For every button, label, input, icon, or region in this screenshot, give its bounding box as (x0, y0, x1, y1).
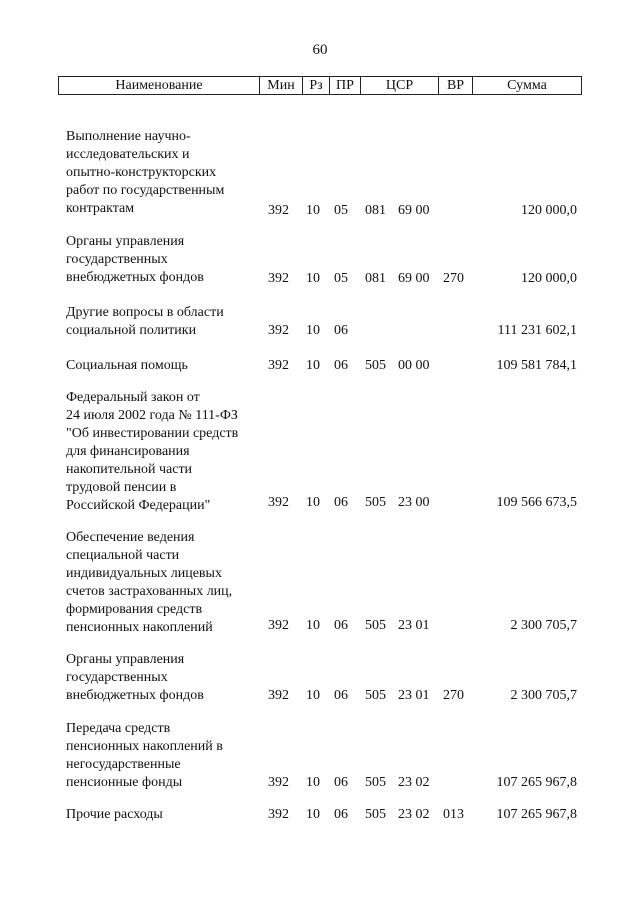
row-pr: 06 (334, 358, 348, 373)
row-pr: 06 (334, 495, 348, 510)
row-pr: 06 (334, 618, 348, 633)
row-csr-code: 505 (365, 358, 386, 373)
row-name: Социальная помощь (66, 358, 188, 373)
row-min: 392 (268, 203, 289, 218)
row-sum: 111 231 602,1 (497, 323, 577, 338)
row-name: Органы управления государственных внебюджетных фондов (66, 652, 204, 703)
header-sum: Сумма (472, 77, 581, 94)
row-rz: 10 (306, 618, 320, 633)
row-csr-sub: 69 00 (398, 203, 430, 218)
row-sum: 109 581 784,1 (496, 358, 577, 373)
row-rz: 10 (306, 323, 320, 338)
row-csr-sub: 00 00 (398, 358, 430, 373)
row-csr-sub: 23 01 (398, 618, 430, 633)
row-pr: 05 (334, 203, 348, 218)
row-csr-sub: 23 02 (398, 807, 430, 822)
row-name: Федеральный закон от 24 июля 2002 года № 111-ФЗ "Об инвестировании средств для финансирования накопительной части трудовой пенсии в Российской Федерации" (66, 390, 239, 513)
row-name: Другие вопросы в области социальной политики (66, 305, 224, 338)
row-vr: 270 (443, 271, 464, 286)
row-rz: 10 (306, 271, 320, 286)
row-csr-code: 081 (365, 203, 386, 218)
row-sum: 120 000,0 (521, 271, 577, 286)
header-rz: Рз (302, 77, 329, 94)
header-min: Мин (259, 77, 302, 94)
header-csr: ЦСР (360, 77, 438, 94)
row-min: 392 (268, 323, 289, 338)
row-name: Передача средств пенсионных накоплений в негосударственные пенсионные фонды (66, 721, 223, 790)
row-min: 392 (268, 618, 289, 633)
row-csr-code: 505 (365, 495, 386, 510)
row-csr-sub: 23 00 (398, 495, 430, 510)
header-pr: ПР (329, 77, 360, 94)
page-number: 60 (312, 42, 328, 58)
row-name: Обеспечение ведения специальной части индивидуальных лицевых счетов застрахованных лиц, формирования средств пенсионных накоплений (66, 530, 233, 635)
row-pr: 06 (334, 688, 348, 703)
row-sum: 107 265 967,8 (496, 807, 577, 822)
row-csr-code: 081 (365, 271, 386, 286)
row-csr-code: 505 (365, 688, 386, 703)
row-sum: 2 300 705,7 (510, 688, 577, 703)
row-rz: 10 (306, 775, 320, 790)
row-csr-code: 505 (365, 618, 386, 633)
row-sum: 109 566 673,5 (496, 495, 577, 510)
row-rz: 10 (306, 358, 320, 373)
row-rz: 10 (306, 688, 320, 703)
row-csr-code: 505 (365, 807, 386, 822)
row-min: 392 (268, 688, 289, 703)
row-csr-sub: 69 00 (398, 271, 430, 286)
row-csr-sub: 23 02 (398, 775, 430, 790)
row-min: 392 (268, 271, 289, 286)
row-sum: 2 300 705,7 (510, 618, 577, 633)
row-pr: 06 (334, 323, 348, 338)
row-pr: 06 (334, 775, 348, 790)
row-name: Выполнение научно- исследовательских и опытно-конструкторских работ по государственным контрактам (66, 129, 225, 216)
row-sum: 107 265 967,8 (496, 775, 577, 790)
row-vr: 270 (443, 688, 464, 703)
row-pr: 05 (334, 271, 348, 286)
row-rz: 10 (306, 807, 320, 822)
row-rz: 10 (306, 203, 320, 218)
row-min: 392 (268, 495, 289, 510)
header-name: Наименование (115, 78, 203, 93)
row-min: 392 (268, 775, 289, 790)
header-vr: ВР (438, 77, 472, 94)
row-name: Органы управления государственных внебюджетных фондов (66, 234, 204, 285)
row-sum: 120 000,0 (521, 203, 577, 218)
table-header (58, 76, 582, 95)
row-rz: 10 (306, 495, 320, 510)
row-min: 392 (268, 358, 289, 373)
row-name: Прочие расходы (66, 807, 163, 822)
row-csr-code: 505 (365, 775, 386, 790)
row-min: 392 (268, 807, 289, 822)
row-pr: 06 (334, 807, 348, 822)
row-vr: 013 (443, 807, 464, 822)
row-csr-sub: 23 01 (398, 688, 430, 703)
